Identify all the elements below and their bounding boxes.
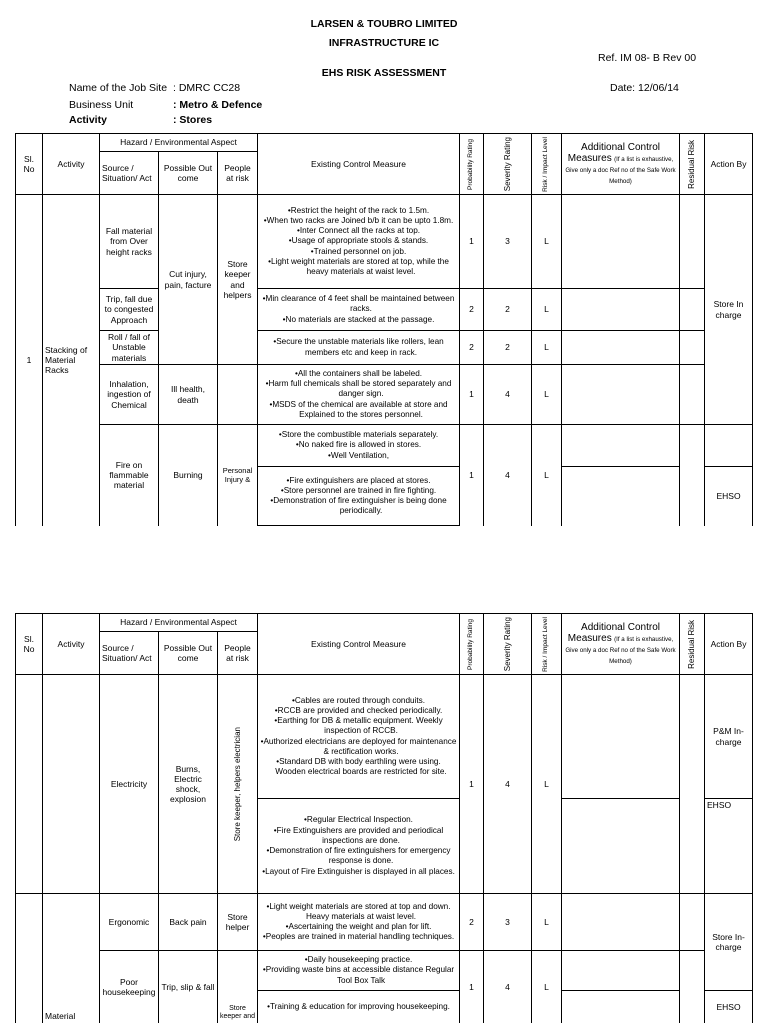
control-measure-item: • Cables are routed through conduits. — [260, 696, 457, 706]
control-list — [258, 799, 460, 894]
source-cell: Inhalation, ingestion of Chemical — [100, 365, 159, 425]
residual-risk-cell — [680, 951, 705, 1023]
probability-value: 1 — [460, 365, 484, 425]
source-cell: Trip, fall due to congested Approach — [100, 289, 159, 331]
col-sl-no: Sl. No — [16, 134, 43, 195]
additional-control-cell — [562, 331, 680, 365]
control-list — [258, 425, 460, 467]
activity-cell: Material — [43, 894, 100, 1023]
probability-value: 1 — [460, 195, 484, 289]
control-list — [258, 365, 460, 425]
control-measure-item: • Light weight materials are stored at top and down. Heavy materials at waist level. — [260, 902, 457, 923]
severity-value: 4 — [484, 365, 532, 425]
probability-value: 2 — [460, 289, 484, 331]
job-site-label: Name of the Job Site — [69, 82, 168, 94]
control-measure-item: • Demonstration of fire extinguisher is being done periodically. — [260, 496, 457, 517]
control-measure-item: • Trained personnel on job. — [260, 247, 457, 257]
severity-value: 2 — [484, 289, 532, 331]
control-measure-item: • Demonstration of fire extinguishers for emergency response is done. — [260, 846, 457, 867]
col-residual-risk: Residual Risk — [680, 134, 705, 195]
control-measure-item: • Usage of appropriate stools & stands. — [260, 236, 457, 246]
people-cell: Store keeper, helpers electrician — [218, 675, 258, 894]
control-measure-item: • Min clearance of 4 feet shall be maintained between racks. — [260, 294, 457, 315]
additional-control-cell — [562, 195, 680, 289]
source-cell: Electricity — [100, 675, 159, 894]
document-date: Date: 12/06/14 — [610, 82, 679, 94]
col-source: Source / Situation/ Act — [100, 152, 159, 195]
source-cell: Fall material from Over height racks — [100, 195, 159, 289]
control-measure-item: • Inter Connect all the racks at top. — [260, 226, 457, 236]
severity-value: 4 — [484, 951, 532, 1023]
severity-value: 3 — [484, 195, 532, 289]
activity-label: Activity — [69, 114, 107, 126]
control-measure-item: • Standard DB with body earthling were using. Wooden electrical boards are restricted for site. — [260, 757, 457, 778]
col-risk-level: Risk / Impact Level — [532, 614, 562, 675]
control-measure-item: • RCCB are provided and checked periodically. — [260, 706, 457, 716]
reference-number: Ref. IM 08- B Rev 00 — [598, 52, 697, 64]
col-existing-control: Existing Control Measure — [258, 614, 460, 675]
additional-control-cell — [562, 425, 680, 467]
control-measure-item: • Store personnel are trained in fire fighting. — [260, 486, 457, 496]
probability-value: 2 — [460, 331, 484, 365]
business-unit-label: Business Unit — [69, 99, 134, 111]
control-measure-item: • Fire Extinguishers are provided and periodical inspections are done. — [260, 826, 457, 847]
business-unit-value: : Metro & Defence — [173, 99, 263, 111]
control-measure-item: • Daily housekeeping practice. — [260, 955, 457, 965]
additional-control-cell — [562, 365, 680, 425]
control-measure-item: • Well Ventilation, — [260, 451, 457, 461]
control-measure-item: • All the containers shall be labeled. — [260, 369, 457, 379]
people-cell — [218, 365, 258, 425]
outcome-cell: Cut injury, pain, facture — [159, 195, 218, 365]
action-by-cell: P&M In-charge — [705, 675, 753, 799]
control-measure-item: • Harm full chemicals shall be stored separately and danger sign. — [260, 379, 457, 400]
control-measure-item: • Layout of Fire Extinguisher is displayed in all places. — [260, 867, 457, 877]
outcome-cell: Ill health, death — [159, 365, 218, 425]
control-list — [258, 675, 460, 799]
risk-level-value: L — [532, 894, 562, 951]
additional-control-cell — [562, 894, 680, 951]
activity-cell: Stacking of Material Racks — [43, 195, 100, 526]
col-sl-no: Sl. No — [16, 614, 43, 675]
probability-value: 1 — [460, 425, 484, 526]
additional-control-cell — [562, 467, 680, 526]
risk-level-value: L — [532, 195, 562, 289]
additional-control-cell — [562, 289, 680, 331]
col-source: Source / Situation/ Act — [100, 632, 159, 675]
people-cell: Store helper — [218, 894, 258, 951]
people-cell: Store keeper and — [218, 951, 258, 1023]
action-by-cell: EHSO — [705, 991, 753, 1023]
additional-control-cell — [562, 675, 680, 799]
col-additional-control: Additional Control Measures (If a list is exhaustive, Give only a doc Ref no of the Safe Work Method) — [562, 134, 680, 195]
col-activity: Activity — [43, 134, 100, 195]
division-name: INFRASTRUCTURE IC — [328, 37, 440, 49]
source-cell: Fire on flammable material — [100, 425, 159, 526]
company-name: LARSEN & TOUBRO LIMITED — [310, 18, 458, 30]
probability-value: 1 — [460, 675, 484, 894]
control-measure-item: • No materials are stacked at the passage. — [260, 315, 457, 325]
col-severity: Severity Rating — [484, 614, 532, 675]
risk-table-2 — [15, 613, 753, 1023]
job-site-value: : DMRC CC28 — [173, 82, 241, 94]
control-list — [258, 951, 460, 991]
action-by-cell: EHSO — [705, 467, 753, 526]
col-outcome: Possible Out come — [159, 632, 218, 675]
col-people: People at risk — [218, 632, 258, 675]
people-cell: Store keeper and helpers — [218, 195, 258, 365]
action-by-cell — [705, 425, 753, 467]
risk-level-value: L — [532, 425, 562, 526]
sl-number — [16, 675, 43, 894]
col-residual-risk: Residual Risk — [680, 614, 705, 675]
activity-value: : Stores — [173, 114, 213, 126]
probability-value: 1 — [460, 951, 484, 1023]
residual-risk-cell — [680, 425, 705, 526]
control-list — [258, 991, 460, 1023]
control-measure-item: • Training & education for improving housekeeping. — [260, 1002, 457, 1012]
risk-level-value: L — [532, 331, 562, 365]
control-list — [258, 289, 460, 331]
outcome-cell: Burning — [159, 425, 218, 526]
col-probability: Probability Rating — [460, 614, 484, 675]
col-hazard-group: Hazard / Environmental Aspect — [100, 134, 258, 152]
col-risk-level: Risk / Impact Level — [532, 134, 562, 195]
col-people: People at risk — [218, 152, 258, 195]
col-outcome: Possible Out come — [159, 152, 218, 195]
activity-cell — [43, 675, 100, 894]
control-measure-item: • Providing waste bins at accessible distance Regular Tool Box Talk — [260, 965, 457, 986]
col-action-by: Action By — [705, 134, 753, 195]
control-measure-item: • Secure the unstable materials like rollers, lean members etc and keep in rack. — [260, 337, 457, 358]
residual-risk-cell — [680, 675, 705, 894]
control-measure-item: • Ascertaining the weight and plan for lift. — [260, 922, 457, 932]
severity-value: 3 — [484, 894, 532, 951]
outcome-cell: Burns, Electric shock, explosion — [159, 675, 218, 894]
risk-level-value: L — [532, 951, 562, 1023]
risk-level-value: L — [532, 675, 562, 894]
severity-value: 2 — [484, 331, 532, 365]
document-title: EHS RISK ASSESSMENT — [321, 67, 447, 79]
control-list — [258, 195, 460, 289]
additional-control-cell — [562, 799, 680, 894]
col-additional-control: Additional Control Measures (If a list is exhaustive, Give only a doc Ref no of the Safe Work Method) — [562, 614, 680, 675]
severity-value: 4 — [484, 675, 532, 894]
control-list — [258, 467, 460, 526]
control-measure-item: • When two racks are Joined b/b it can be upto 1.8m. — [260, 216, 457, 226]
control-measure-item: • MSDS of the chemical are available at store and Explained to the stores personnel. — [260, 400, 457, 421]
control-measure-item: • No naked fire is allowed in stores. — [260, 440, 457, 450]
control-list — [258, 894, 460, 951]
action-by-cell: Store In-charge — [705, 894, 753, 991]
people-cell: Personal Injury & — [218, 425, 258, 526]
control-measure-item: • Authorized electricians are deployed for maintenance & rectification works. — [260, 737, 457, 758]
residual-risk-cell — [680, 894, 705, 951]
action-by-cell: EHSO — [705, 799, 753, 894]
source-cell: Roll / fall of Unstable materials — [100, 331, 159, 365]
source-cell: Poor housekeeping — [100, 951, 159, 1023]
col-existing-control: Existing Control Measure — [258, 134, 460, 195]
col-severity: Severity Rating — [484, 134, 532, 195]
source-cell: Ergonomic — [100, 894, 159, 951]
sl-number — [16, 894, 43, 1023]
control-measure-item: • Restrict the height of the rack to 1.5m. — [260, 206, 457, 216]
severity-value: 4 — [484, 425, 532, 526]
action-by-cell: Store In charge — [705, 195, 753, 425]
control-measure-item: • Store the combustible materials separately. — [260, 430, 457, 440]
risk-level-value: L — [532, 289, 562, 331]
residual-risk-cell — [680, 365, 705, 425]
risk-table-1 — [15, 133, 753, 526]
control-list — [258, 331, 460, 365]
sl-number: 1 — [16, 195, 43, 526]
col-action-by: Action By — [705, 614, 753, 675]
col-activity: Activity — [43, 614, 100, 675]
residual-risk-cell — [680, 195, 705, 289]
outcome-cell: Trip, slip & fall — [159, 951, 218, 1023]
control-measure-item: • Light weight materials are stored at top, while the heavy materials at waist level. — [260, 257, 457, 278]
risk-level-value: L — [532, 365, 562, 425]
additional-control-cell — [562, 951, 680, 991]
residual-risk-cell — [680, 289, 705, 331]
additional-control-cell — [562, 991, 680, 1023]
outcome-cell: Back pain — [159, 894, 218, 951]
probability-value: 2 — [460, 894, 484, 951]
col-probability: Probability Rating — [460, 134, 484, 195]
control-measure-item: • Fire extinguishers are placed at stores. — [260, 476, 457, 486]
control-measure-item: • Peoples are trained in material handling techniques. — [260, 932, 457, 942]
control-measure-item: • Regular Electrical Inspection. — [260, 815, 457, 825]
residual-risk-cell — [680, 331, 705, 365]
col-hazard-group: Hazard / Environmental Aspect — [100, 614, 258, 632]
control-measure-item: • Earthing for DB & metallic equipment. Weekly inspection of RCCB. — [260, 716, 457, 737]
